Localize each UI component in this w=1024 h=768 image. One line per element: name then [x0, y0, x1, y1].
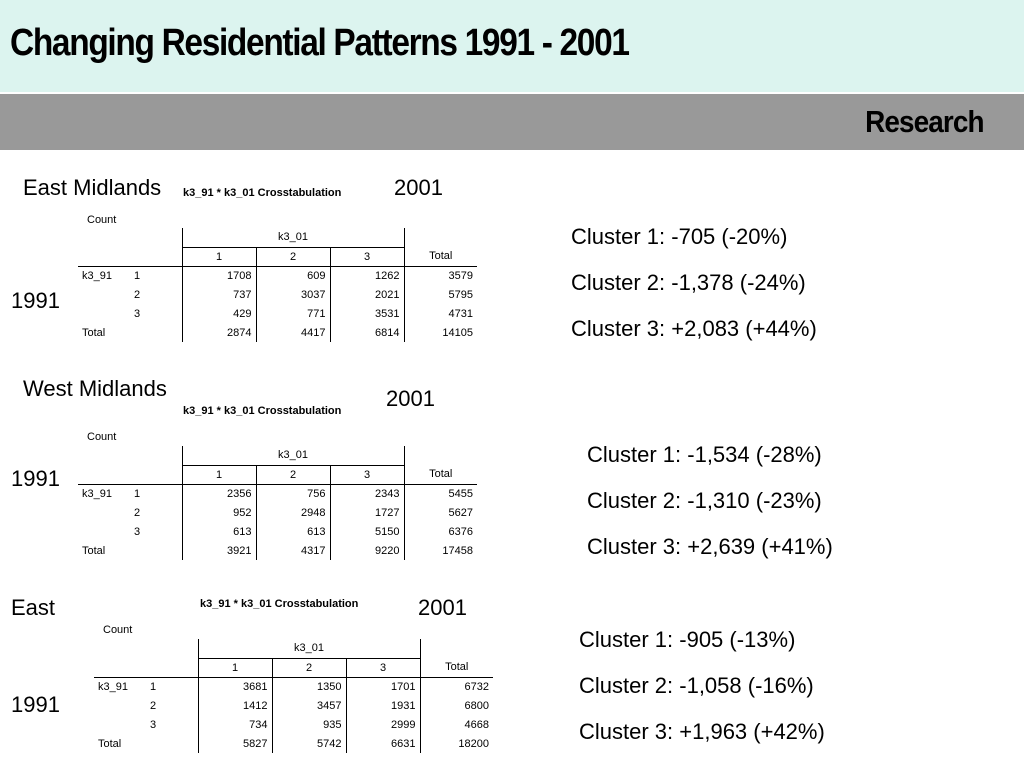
- row-label: 3: [134, 525, 141, 538]
- table-cell: 1931: [346, 696, 420, 715]
- table-row: [94, 715, 493, 734]
- table-cell: 18200: [420, 734, 493, 753]
- table-cell: 9220: [330, 541, 404, 560]
- year-column-label: 2001: [394, 175, 443, 200]
- cluster-change: Cluster 2: -1,378 (-24%): [571, 270, 806, 295]
- table-cell: [404, 228, 477, 247]
- year-row-label: 1991: [11, 692, 60, 717]
- table-row: [94, 677, 493, 696]
- table-cell: 6732: [420, 677, 493, 696]
- table-cell: [94, 715, 146, 734]
- column-header: 2: [256, 465, 330, 484]
- row-label: 3: [134, 307, 141, 320]
- region-label: East Midlands: [23, 175, 162, 200]
- column-variable: k3_01: [198, 639, 420, 658]
- table-cell: [78, 304, 130, 323]
- table-cell: 5150: [330, 522, 404, 541]
- table-row: [78, 484, 477, 503]
- column-header: 3: [330, 465, 404, 484]
- year-column-label: 2001: [386, 386, 435, 411]
- row-label: 2: [150, 699, 157, 712]
- row-variable: k3_91: [98, 680, 128, 693]
- row-variable: k3_91: [82, 269, 112, 282]
- table-cell: 5455: [404, 484, 477, 503]
- column-header: 2: [272, 658, 346, 677]
- slide-subtitle: Research: [865, 104, 984, 139]
- cluster-change: Cluster 2: -1,310 (-23%): [587, 488, 822, 513]
- table-row-total: [78, 323, 477, 342]
- table-cell: 734: [198, 715, 272, 734]
- crosstab-table: [78, 228, 477, 342]
- table-corner: [94, 639, 198, 677]
- column-header: Total: [404, 465, 477, 484]
- table-cell: 935: [272, 715, 346, 734]
- table-cell: 737: [182, 285, 256, 304]
- table-row-total: [94, 734, 493, 753]
- table-cell: 4731: [404, 304, 477, 323]
- table-cell: 3531: [330, 304, 404, 323]
- total-label: Total: [82, 544, 106, 557]
- region-label: West Midlands: [23, 376, 167, 401]
- table-corner: [78, 228, 182, 266]
- crosstab-title: k3_91 * k3_01 Crosstabulation: [183, 187, 342, 199]
- year-row-label: 1991: [11, 288, 60, 313]
- table-cell: 771: [256, 304, 330, 323]
- cluster-change: Cluster 2: -1,058 (-16%): [579, 673, 814, 698]
- table-cell: 14105: [404, 323, 477, 342]
- column-header: 2: [256, 247, 330, 266]
- count-label: Count: [103, 624, 133, 636]
- crosstab-title: k3_91 * k3_01 Crosstabulation: [183, 405, 342, 417]
- table-cell: 6814: [330, 323, 404, 342]
- row-label: 3: [150, 718, 157, 731]
- column-variable: k3_01: [182, 446, 404, 465]
- crosstab-title: k3_91 * k3_01 Crosstabulation: [200, 598, 359, 610]
- row-label: 2: [134, 288, 141, 301]
- table-cell: [94, 696, 146, 715]
- table-cell: 2948: [256, 503, 330, 522]
- cluster-change: Cluster 1: -905 (-13%): [579, 627, 796, 652]
- table-cell: 4417: [256, 323, 330, 342]
- table-cell: 6800: [420, 696, 493, 715]
- table-cell: 3457: [272, 696, 346, 715]
- table-row: [78, 266, 477, 285]
- cluster-change: Cluster 3: +1,963 (+42%): [579, 719, 825, 744]
- column-header: 1: [182, 465, 256, 484]
- table-cell: 1262: [330, 266, 404, 285]
- table-cell: 2999: [346, 715, 420, 734]
- table-row: [78, 503, 477, 522]
- cluster-change: Cluster 1: -1,534 (-28%): [587, 442, 822, 467]
- table-row: [78, 285, 477, 304]
- column-header: 1: [198, 658, 272, 677]
- row-label: 1: [150, 680, 157, 693]
- table-cell: [78, 503, 130, 522]
- column-header: 1: [182, 247, 256, 266]
- region-label: East: [11, 595, 56, 620]
- table-cell: 6631: [346, 734, 420, 753]
- table-cell: 1708: [182, 266, 256, 285]
- column-header: Total: [420, 658, 493, 677]
- crosstab-table: [94, 639, 493, 753]
- count-label: Count: [87, 431, 117, 443]
- total-label: Total: [98, 737, 122, 750]
- column-header: 3: [330, 247, 404, 266]
- table-cell: 3037: [256, 285, 330, 304]
- table-cell: 609: [256, 266, 330, 285]
- table-cell: 1727: [330, 503, 404, 522]
- table-cell: [404, 446, 477, 465]
- table-cell: 17458: [404, 541, 477, 560]
- total-label: Total: [82, 326, 106, 339]
- table-cell: 1412: [198, 696, 272, 715]
- row-label: 1: [134, 487, 141, 500]
- table-cell: 952: [182, 503, 256, 522]
- table-cell: 5742: [272, 734, 346, 753]
- table-cell: 613: [256, 522, 330, 541]
- column-header: 3: [346, 658, 420, 677]
- table-cell: [78, 522, 130, 541]
- column-variable: k3_01: [182, 228, 404, 247]
- row-variable: k3_91: [82, 487, 112, 500]
- table-row: [78, 522, 477, 541]
- table-cell: 2021: [330, 285, 404, 304]
- table-cell: 613: [182, 522, 256, 541]
- table-cell: 5827: [198, 734, 272, 753]
- table-cell: 3921: [182, 541, 256, 560]
- table-cell: 4317: [256, 541, 330, 560]
- table-cell: 3681: [198, 677, 272, 696]
- column-header: Total: [404, 247, 477, 266]
- table-cell: 2356: [182, 484, 256, 503]
- cluster-change: Cluster 3: +2,083 (+44%): [571, 316, 817, 341]
- slide-title: Changing Residential Patterns 1991 - 2001: [10, 22, 629, 64]
- table-cell: 2343: [330, 484, 404, 503]
- cluster-change: Cluster 3: +2,639 (+41%): [587, 534, 833, 559]
- table-cell: 429: [182, 304, 256, 323]
- table-cell: [420, 639, 493, 658]
- year-row-label: 1991: [11, 466, 60, 491]
- table-cell: 1350: [272, 677, 346, 696]
- table-cell: 3579: [404, 266, 477, 285]
- table-cell: 2874: [182, 323, 256, 342]
- table-corner: [78, 446, 182, 484]
- table-cell: 756: [256, 484, 330, 503]
- table-cell: 4668: [420, 715, 493, 734]
- cluster-change: Cluster 1: -705 (-20%): [571, 224, 788, 249]
- count-label: Count: [87, 214, 117, 226]
- table-cell: 5795: [404, 285, 477, 304]
- row-label: 2: [134, 506, 141, 519]
- table-row: [78, 304, 477, 323]
- table-row: [94, 696, 493, 715]
- table-cell: 6376: [404, 522, 477, 541]
- table-cell: 5627: [404, 503, 477, 522]
- year-column-label: 2001: [418, 595, 467, 620]
- table-cell: 1701: [346, 677, 420, 696]
- row-label: 1: [134, 269, 141, 282]
- table-row-total: [78, 541, 477, 560]
- table-cell: [78, 285, 130, 304]
- crosstab-table: [78, 446, 477, 560]
